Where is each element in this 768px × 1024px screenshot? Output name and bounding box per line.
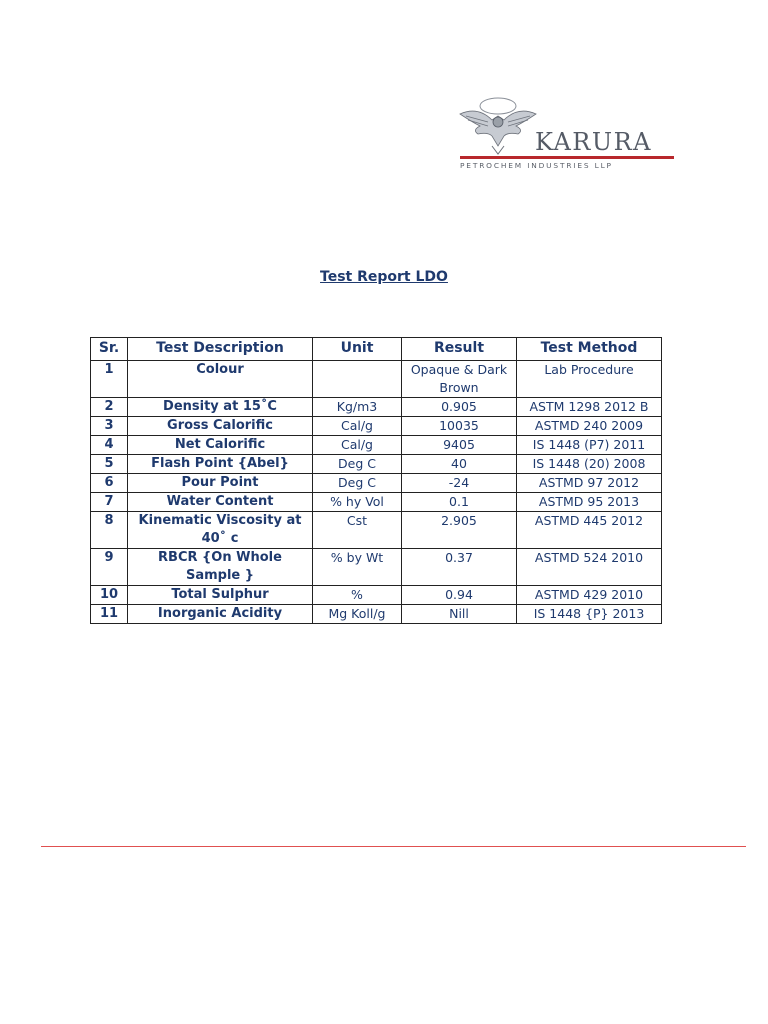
header-result: Result xyxy=(402,338,517,361)
unit-cell: Mg Koll/g xyxy=(313,605,402,624)
table-row xyxy=(91,474,662,493)
unit-cell: Cst xyxy=(313,512,402,549)
company-name: KARURA xyxy=(535,128,652,156)
result-cell: 40 xyxy=(402,455,517,474)
table-row xyxy=(91,586,662,605)
sr-cell: 2 xyxy=(91,398,128,417)
table-row xyxy=(91,417,662,436)
result-cell: Nill xyxy=(402,605,517,624)
description-cell: Pour Point xyxy=(128,474,313,493)
description-cell: Gross Calorific xyxy=(128,417,313,436)
description-cell: Colour xyxy=(128,361,313,398)
sr-cell: 4 xyxy=(91,436,128,455)
unit-cell xyxy=(313,361,402,398)
unit-cell: % hy Vol xyxy=(313,493,402,512)
test-report-table xyxy=(90,337,662,624)
method-cell: Lab Procedure xyxy=(517,361,662,398)
result-cell: 0.1 xyxy=(402,493,517,512)
logo-divider xyxy=(460,156,674,159)
description-cell: Flash Point {Abel} xyxy=(128,455,313,474)
description-cell: Inorganic Acidity xyxy=(128,605,313,624)
unit-cell: % xyxy=(313,586,402,605)
result-cell: 9405 xyxy=(402,436,517,455)
method-cell: IS 1448 {P} 2013 xyxy=(517,605,662,624)
result-cell: 10035 xyxy=(402,417,517,436)
sr-cell: 5 xyxy=(91,455,128,474)
method-cell: ASTMD 95 2013 xyxy=(517,493,662,512)
method-cell: ASTMD 429 2010 xyxy=(517,586,662,605)
description-cell: RBCR {On Whole Sample } xyxy=(128,549,313,586)
result-cell: 0.905 xyxy=(402,398,517,417)
result-cell: 0.37 xyxy=(402,549,517,586)
company-subtitle: PETROCHEM INDUSTRIES LLP xyxy=(460,161,613,170)
method-cell: IS 1448 (P7) 2011 xyxy=(517,436,662,455)
method-cell: ASTM 1298 2012 B xyxy=(517,398,662,417)
unit-cell: Cal/g xyxy=(313,417,402,436)
unit-cell: Deg C xyxy=(313,474,402,493)
sr-cell: 1 xyxy=(91,361,128,398)
table-row xyxy=(91,605,662,624)
result-cell: 2.905 xyxy=(402,512,517,549)
company-logo xyxy=(458,92,676,172)
sr-cell: 10 xyxy=(91,586,128,605)
method-cell: ASTMD 97 2012 xyxy=(517,474,662,493)
method-cell: ASTMD 445 2012 xyxy=(517,512,662,549)
unit-cell: Cal/g xyxy=(313,436,402,455)
method-cell: ASTMD 524 2010 xyxy=(517,549,662,586)
table-row xyxy=(91,398,662,417)
table-row xyxy=(91,493,662,512)
sr-cell: 7 xyxy=(91,493,128,512)
table-row xyxy=(91,512,662,549)
unit-cell: % by Wt xyxy=(313,549,402,586)
table-body xyxy=(91,361,662,624)
sr-cell: 11 xyxy=(91,605,128,624)
unit-cell: Kg/m3 xyxy=(313,398,402,417)
table-row xyxy=(91,361,662,398)
description-cell: Net Calorific xyxy=(128,436,313,455)
unit-cell: Deg C xyxy=(313,455,402,474)
table-header-row xyxy=(91,338,662,361)
footer-divider xyxy=(41,846,746,847)
result-cell: Opaque & Dark Brown xyxy=(402,361,517,398)
table-row xyxy=(91,549,662,586)
description-cell: Kinematic Viscosity at 40˚ c xyxy=(128,512,313,549)
result-cell: 0.94 xyxy=(402,586,517,605)
description-cell: Density at 15˚C xyxy=(128,398,313,417)
header-unit: Unit xyxy=(313,338,402,361)
sr-cell: 9 xyxy=(91,549,128,586)
header-method: Test Method xyxy=(517,338,662,361)
report-title: Test Report LDO xyxy=(320,269,448,285)
description-cell: Total Sulphur xyxy=(128,586,313,605)
sr-cell: 6 xyxy=(91,474,128,493)
result-cell: -24 xyxy=(402,474,517,493)
table-row xyxy=(91,455,662,474)
header-description: Test Description xyxy=(128,338,313,361)
sr-cell: 8 xyxy=(91,512,128,549)
method-cell: IS 1448 (20) 2008 xyxy=(517,455,662,474)
sr-cell: 3 xyxy=(91,417,128,436)
header-sr: Sr. xyxy=(91,338,128,361)
table-row xyxy=(91,436,662,455)
eagle-emblem-icon xyxy=(458,92,538,162)
description-cell: Water Content xyxy=(128,493,313,512)
method-cell: ASTMD 240 2009 xyxy=(517,417,662,436)
